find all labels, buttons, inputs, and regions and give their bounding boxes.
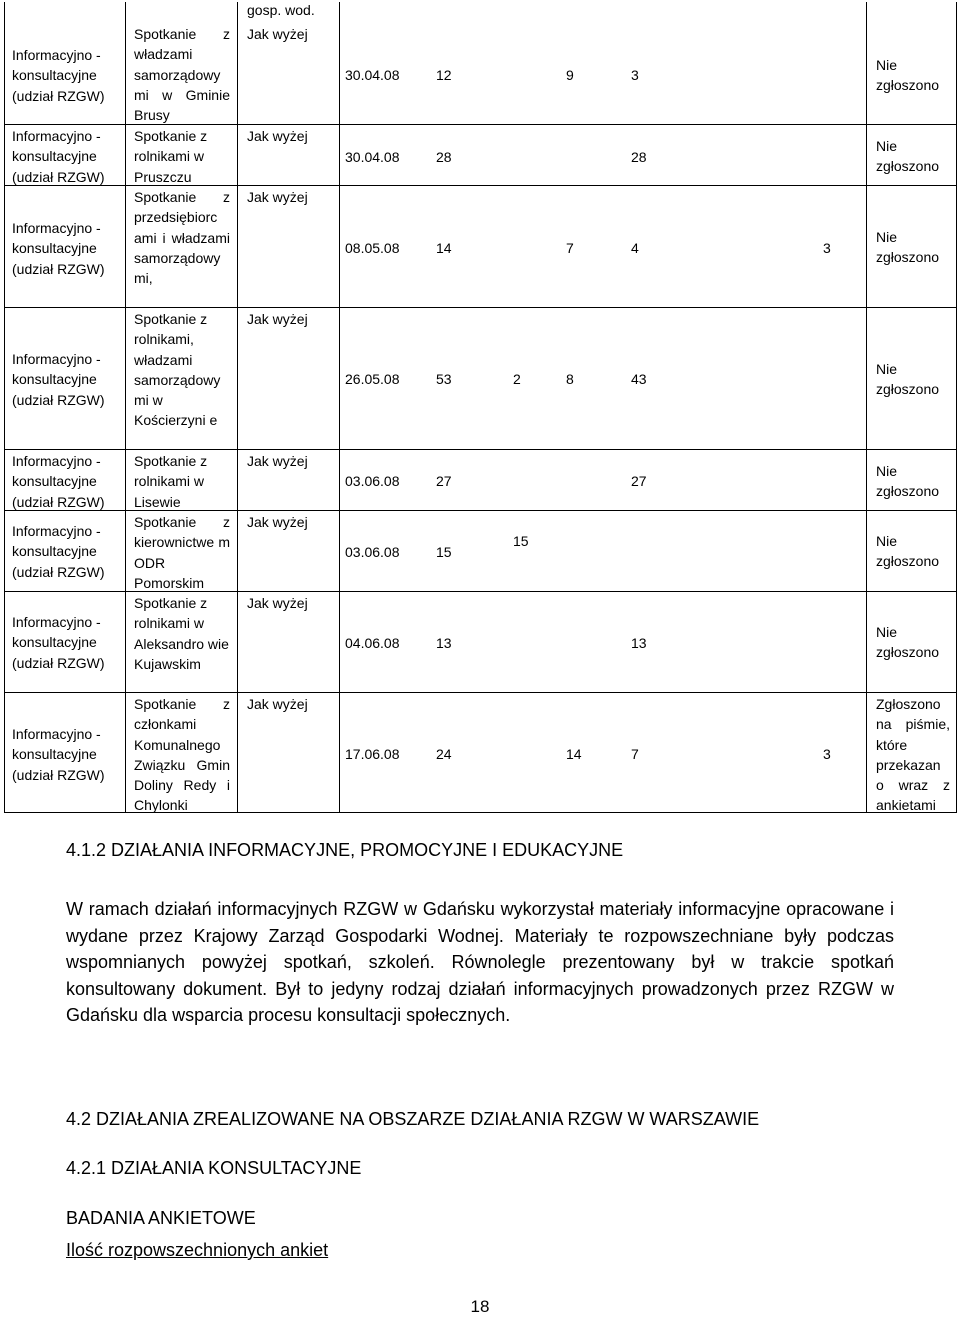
table-row-divider [4, 449, 957, 450]
row-date: 26.05.08 [345, 371, 400, 387]
row-ref: Jak wyżej [247, 128, 308, 144]
row-ref: Jak wyżej [247, 595, 308, 611]
row-count-4: 43 [631, 371, 647, 387]
row-ref: Jak wyżej [247, 189, 308, 205]
row-type: Informacyjno - konsultacyjne (udział RZGW) [12, 614, 105, 671]
row-date: 17.06.08 [345, 746, 400, 762]
row-total: 13 [436, 635, 452, 651]
row-count-2: 15 [513, 533, 529, 549]
table-row-divider [4, 307, 957, 308]
row-type: Informacyjno - konsultacyjne (udział RZGW) [12, 523, 105, 580]
col3-header-fragment: gosp. wod. [247, 2, 315, 18]
row-total: 14 [436, 240, 452, 256]
row-count-4: 3 [823, 746, 831, 762]
section-heading-4-2-1: 4.2.1 DZIAŁANIA KONSULTACYJNE [66, 1158, 362, 1178]
row-count-2: 7 [566, 240, 574, 256]
row-event: Spotkanie z przedsiębiorc ami i władzami samorządowy mi, [134, 189, 230, 287]
row-event: Spotkanie z członkami Komunalnego Związku Gmin Doliny Redy i Chylonki [134, 696, 230, 814]
row-comments: Nie zgłoszono [876, 361, 940, 398]
row-count-2: 2 [513, 371, 521, 387]
row-count-3: 4 [631, 240, 639, 256]
row-date: 04.06.08 [345, 635, 400, 651]
row-comments: Nie zgłoszono [876, 57, 940, 94]
row-event: Spotkanie z rolnikami w Pruszczu [134, 128, 208, 185]
section-heading-4-1-2: 4.1.2 DZIAŁANIA INFORMACYJNE, PROMOCYJNE I EDUKACYJNE [66, 840, 624, 860]
row-event: Spotkanie z władzami samorządowy mi w Gminie Brusy [134, 26, 230, 124]
page-number: 18 [470, 1297, 490, 1316]
row-total: 24 [436, 746, 452, 762]
row-count-3: 7 [631, 746, 639, 762]
row-comments: Nie zgłoszono [876, 138, 940, 175]
row-date: 03.06.08 [345, 544, 400, 560]
row-total: 15 [436, 544, 452, 560]
row-ref: Jak wyżej [247, 453, 308, 469]
row-comments: Nie zgłoszono [876, 229, 940, 266]
row-comments: Nie zgłoszono [876, 463, 940, 500]
row-comments: Nie zgłoszono [876, 624, 940, 661]
row-date: 03.06.08 [345, 473, 400, 489]
row-event: Spotkanie z rolnikami w Aleksandro wie Kujawskim [134, 595, 229, 672]
row-type: Informacyjno - konsultacyjne (udział RZGW) [12, 453, 105, 510]
row-count-4: 3 [823, 240, 831, 256]
row-date: 30.04.08 [345, 67, 400, 83]
row-comments: Zgłoszono na piśmie, które przekazan o wraz z ankietami [876, 696, 950, 814]
row-type: Informacyjno - konsultacyjne (udział RZGW) [12, 47, 105, 104]
row-event: Spotkanie z rolnikami, władzami samorządowy mi w Kościerzyni e [134, 311, 221, 429]
subheading-survey-count: Ilość rozpowszechnionych ankiet [66, 1240, 329, 1260]
row-date: 08.05.08 [345, 240, 400, 256]
row-total: 28 [436, 149, 452, 165]
row-event: Spotkanie z kierownictwe m ODR Pomorskim [134, 514, 230, 591]
row-count-3: 13 [631, 635, 647, 651]
row-ref: Jak wyżej [247, 696, 308, 712]
row-count-2: 14 [566, 746, 582, 762]
row-event: Spotkanie z rolnikami w Lisewie [134, 453, 208, 510]
section-heading-4-2: 4.2 DZIAŁANIA ZREALIZOWANE NA OBSZARZE DZIAŁANIA RZGW W WARSZAWIE [66, 1109, 760, 1129]
row-count-3: 8 [566, 371, 574, 387]
row-ref: Jak wyżej [247, 514, 308, 530]
table-row-divider [4, 692, 957, 693]
row-total: 53 [436, 371, 452, 387]
row-date: 30.04.08 [345, 149, 400, 165]
row-type: Informacyjno - konsultacyjne (udział RZGW) [12, 726, 105, 783]
row-count-3: 27 [631, 473, 647, 489]
row-comments: Nie zgłoszono [876, 533, 940, 570]
row-type: Informacyjno - konsultacyjne (udział RZGW) [12, 351, 105, 408]
section-paragraph: W ramach działań informacyjnych RZGW w Gdańsku wykorzystał materiały informacyjne opracowane i wydane przez Krajowy Zarząd Gospodarki Wodnej. Materiały te rozpowszechniane były podczas wspomnianych powyżej spotkań, szkoleń. Równolegle prezentowany był w trakcie spotkań konsultowany dokument. Był to jedyny rodzaj działań informacyjnych prowadzonych przez RZGW w Gdańsku dla wsparcia procesu konsultacji społecznych. [66, 899, 894, 1025]
row-ref: Jak wyżej [247, 26, 308, 42]
row-ref: Jak wyżej [247, 311, 308, 327]
row-type: Informacyjno - konsultacyjne (udział RZGW) [12, 128, 105, 185]
row-total: 27 [436, 473, 452, 489]
row-total: 12 [436, 67, 452, 83]
row-type: Informacyjno - konsultacyjne (udział RZGW) [12, 220, 105, 277]
subheading-survey: BADANIA ANKIETOWE [66, 1208, 256, 1228]
row-count-3: 28 [631, 149, 647, 165]
row-count-2: 9 [566, 67, 574, 83]
row-count-3: 3 [631, 67, 639, 83]
